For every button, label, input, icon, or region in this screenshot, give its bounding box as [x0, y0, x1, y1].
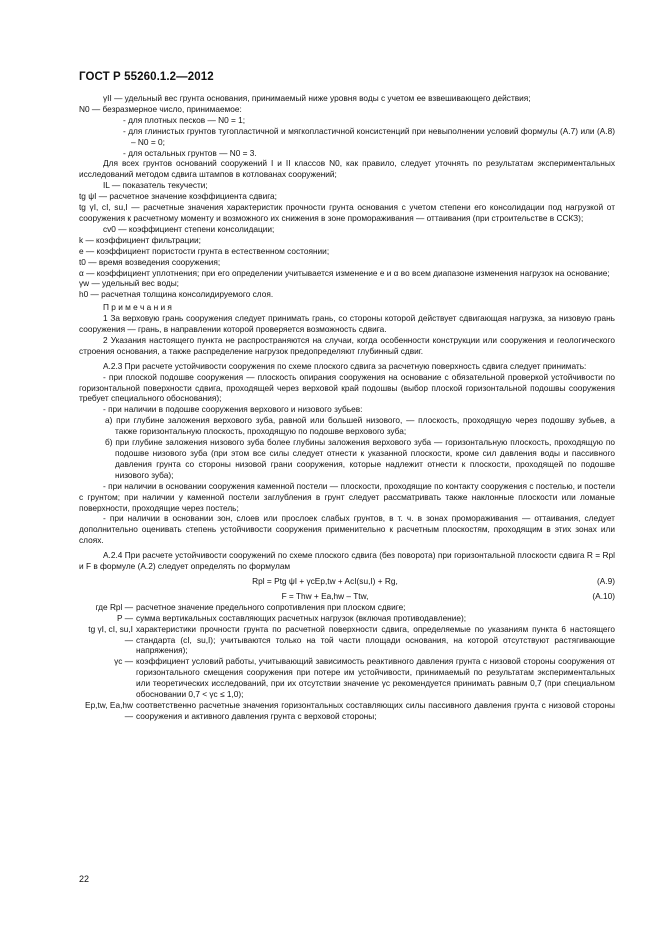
clause-a-2-4: А.2.4 При расчете устойчивости сооружений по схеме плоского сдвига (без поворота) при горизонтальной плоскости сдвига R = Rpl и F в формуле (А.2) следует определять по формулам: [79, 550, 615, 572]
definition-gamma-w: γw — удельный вес воды;: [79, 278, 179, 289]
definition-n0: N0 — безразмерное число, принимаемое:: [79, 103, 242, 114]
equation-number: (А.9): [597, 575, 615, 586]
definition-ep-ea: [79, 700, 615, 722]
definition-t0: t0 — время возведения сооружения;: [79, 256, 221, 267]
note-2: 2 Указания настоящего пункта не распространяются на случаи, когда особенности конструкции или сооружения и геологического строения основания, а также распределение нагрузок предопределяют глубинный сдвиг.: [79, 334, 615, 356]
definition-k: k — коэффициент фильтрации;: [79, 234, 201, 245]
n0-case-clay: - для глинистых грунтов тугопластичной и мягкопластичной консистенций при невыполнении условий формулы (А.7) или (А.8) – N0 = 0;: [123, 125, 615, 147]
definition-tg-psi: tg ψI — расчетное значение коэффициента сдвига;: [79, 191, 277, 202]
notes-heading: П р и м е ч а н и я: [103, 302, 172, 313]
definition-il: IL — показатель текучести;: [103, 180, 208, 191]
clause-a-2-3-item-2a: а) при глубине заложения верхового зуба, равной или большей низового, — плоскость, проходящую через подошву зубьев, а также горизонтальную плоскость, проходящую по подошве верхового зуба;: [105, 415, 615, 437]
clause-a-2-3-item-4: - при наличии в основании зон, слоев или прослоек слабых грунтов, в т. ч. в зонах промораживания — оттаивания, следует дополнительно оценивать степень устойчивости сооружения применительно к расчетным плоскостям, проходящим в этих зонах или слоях.: [79, 513, 615, 546]
equation-a9: [79, 576, 615, 587]
definition-label: где Rpl —: [95, 601, 133, 612]
definition-label: Ep,tw, Ea,hw —: [85, 699, 133, 721]
definition-text: характеристики прочности грунта по расчетной поверхности сдвига, определяемые по указаниям пункта 6 настоящего стандарта (cI, su,I); учитываются только на той части площади основания, на которой отсутствуют растягивающие напряжения);: [136, 623, 615, 656]
clause-a-2-3-item-2: - при наличии в подошве сооружения верхового и низового зубьев:: [103, 404, 363, 415]
n0-case-dense-sand: - для плотных песков — N0 = 1;: [123, 114, 246, 125]
definition-rpl: [79, 602, 615, 613]
definition-text: соответственно расчетные значения горизонтальных составляющих силы пассивного давления грунта с низовой стороны сооружения и активного давления грунта с верховой стороны;: [136, 699, 615, 721]
definition-strength-chars: [79, 624, 615, 657]
definition-gamma-ii: γII — удельный вес грунта основания, принимаемый ниже уровня воды с учетом ее взвешивающего действия;: [103, 93, 531, 103]
definition-text: коэффициент условий работы, учитывающий зависимость реактивного давления грунта с низовой стороны сооружения от горизонтального смещения сооружения при потере им устойчивости, принимаемый по результатам экспериментальных или теоретических исследований, при их отсутствии значение γc рекомендуется принимать равным 0,7 (при специальном обосновании 0,7 < γc ≤ 1,0);: [136, 656, 615, 700]
clause-a-2-3-item-2b: б) при глубине заложения низового зуба более глубины заложения верхового зуба — горизонтальную плоскость, проходящую по подошве низового зуба (при этом все силы следует отнести к указанной плоскости, кроме сил давления воды и пассивного давления грунта со стороны низовой грани сооружения, которые надлежит отнести к плоскости, проходящей по подошве низового зуба);: [105, 437, 615, 480]
note-1: 1 За верховую грань сооружения следует принимать грань, со стороны которой действует сдвигающая нагрузка, за низовую грань сооружения — грань, в направлении которой проверяется возможность сдвига.: [79, 313, 615, 335]
definition-label: tg γI, cI, su,I —: [88, 623, 133, 645]
page-number: 22: [79, 874, 90, 884]
definition-label: γc —: [114, 656, 133, 667]
equation-number: (А.10): [592, 590, 615, 601]
page-header: ГОСТ Р 55260.1.2—2012: [79, 71, 214, 83]
page-content: [79, 93, 615, 722]
equation-a10: [79, 591, 615, 602]
clause-a-2-3: А.2.3 При расчете устойчивости сооружения по схеме плоского сдвига за расчетную поверхность сдвига следует принимать:: [103, 360, 587, 371]
definition-label: P —: [117, 612, 133, 623]
clause-a-2-3-item-1: - при плоской подошве сооружения — плоскость опирания сооружения на основание с обязательной проверкой устойчивости по горизонтальной поверхности сдвига, проходящей через верховой край подошвы (выбор плоской горизонтальной подошвы сооружения требует специального обоснования);: [79, 371, 615, 404]
definition-strength: tg γI, cI, su,I — расчетные значения характеристик прочности грунта основания с учетом степени его консолидации под нагрузкой от сооружения к расчетному моменту и возможного их снижения в зоне промораживания — оттаивания (при строительстве в ССКЗ);: [79, 202, 615, 223]
definition-gamma-c: [79, 656, 615, 700]
definition-text: сумма вертикальных составляющих расчетных нагрузок (включая противодавление);: [136, 612, 467, 623]
clause-a-2-3-item-3: - при наличии в основании сооружения каменной постели — плоскости, проходящие по контакту сооружения с постелью, и постели с грунтом; при наличии у каменной постели заглубления в грунт следует рассматривать также наклонные плоскости или ломаные поверхности, проходящие через постель;: [79, 480, 615, 513]
n0-case-other: - для остальных грунтов — N0 = 3.: [123, 147, 257, 158]
n0-refinement-note: Для всех грунтов оснований сооружений I и II классов N0, как правило, следует уточнять по результатам экспериментальных исследований методом сдвига штампов в котлованах сооружений;: [79, 158, 615, 180]
definition-p: [79, 613, 615, 624]
definition-cv0: cv0 — коэффициент степени консолидации;: [103, 223, 275, 234]
definition-text: расчетное значение предельного сопротивления при плоском сдвиге;: [136, 601, 406, 612]
definition-h0: h0 — расчетная толщина консолидируемого слоя.: [79, 289, 274, 300]
definition-e: e — коэффициент пористости грунта в естественном состоянии;: [79, 245, 330, 256]
equation-formula: F = Thw + Ea,hw – Ttw,: [281, 590, 369, 601]
definition-alpha: α — коэффициент уплотнения; при его определении учитывается изменение e и α во всем диапазоне изменения нагрузок на основание;: [79, 267, 610, 278]
equation-formula: Rpl = Ptg ψI + γcEp,tw + AcI(su,I) + Rg,: [252, 575, 398, 586]
